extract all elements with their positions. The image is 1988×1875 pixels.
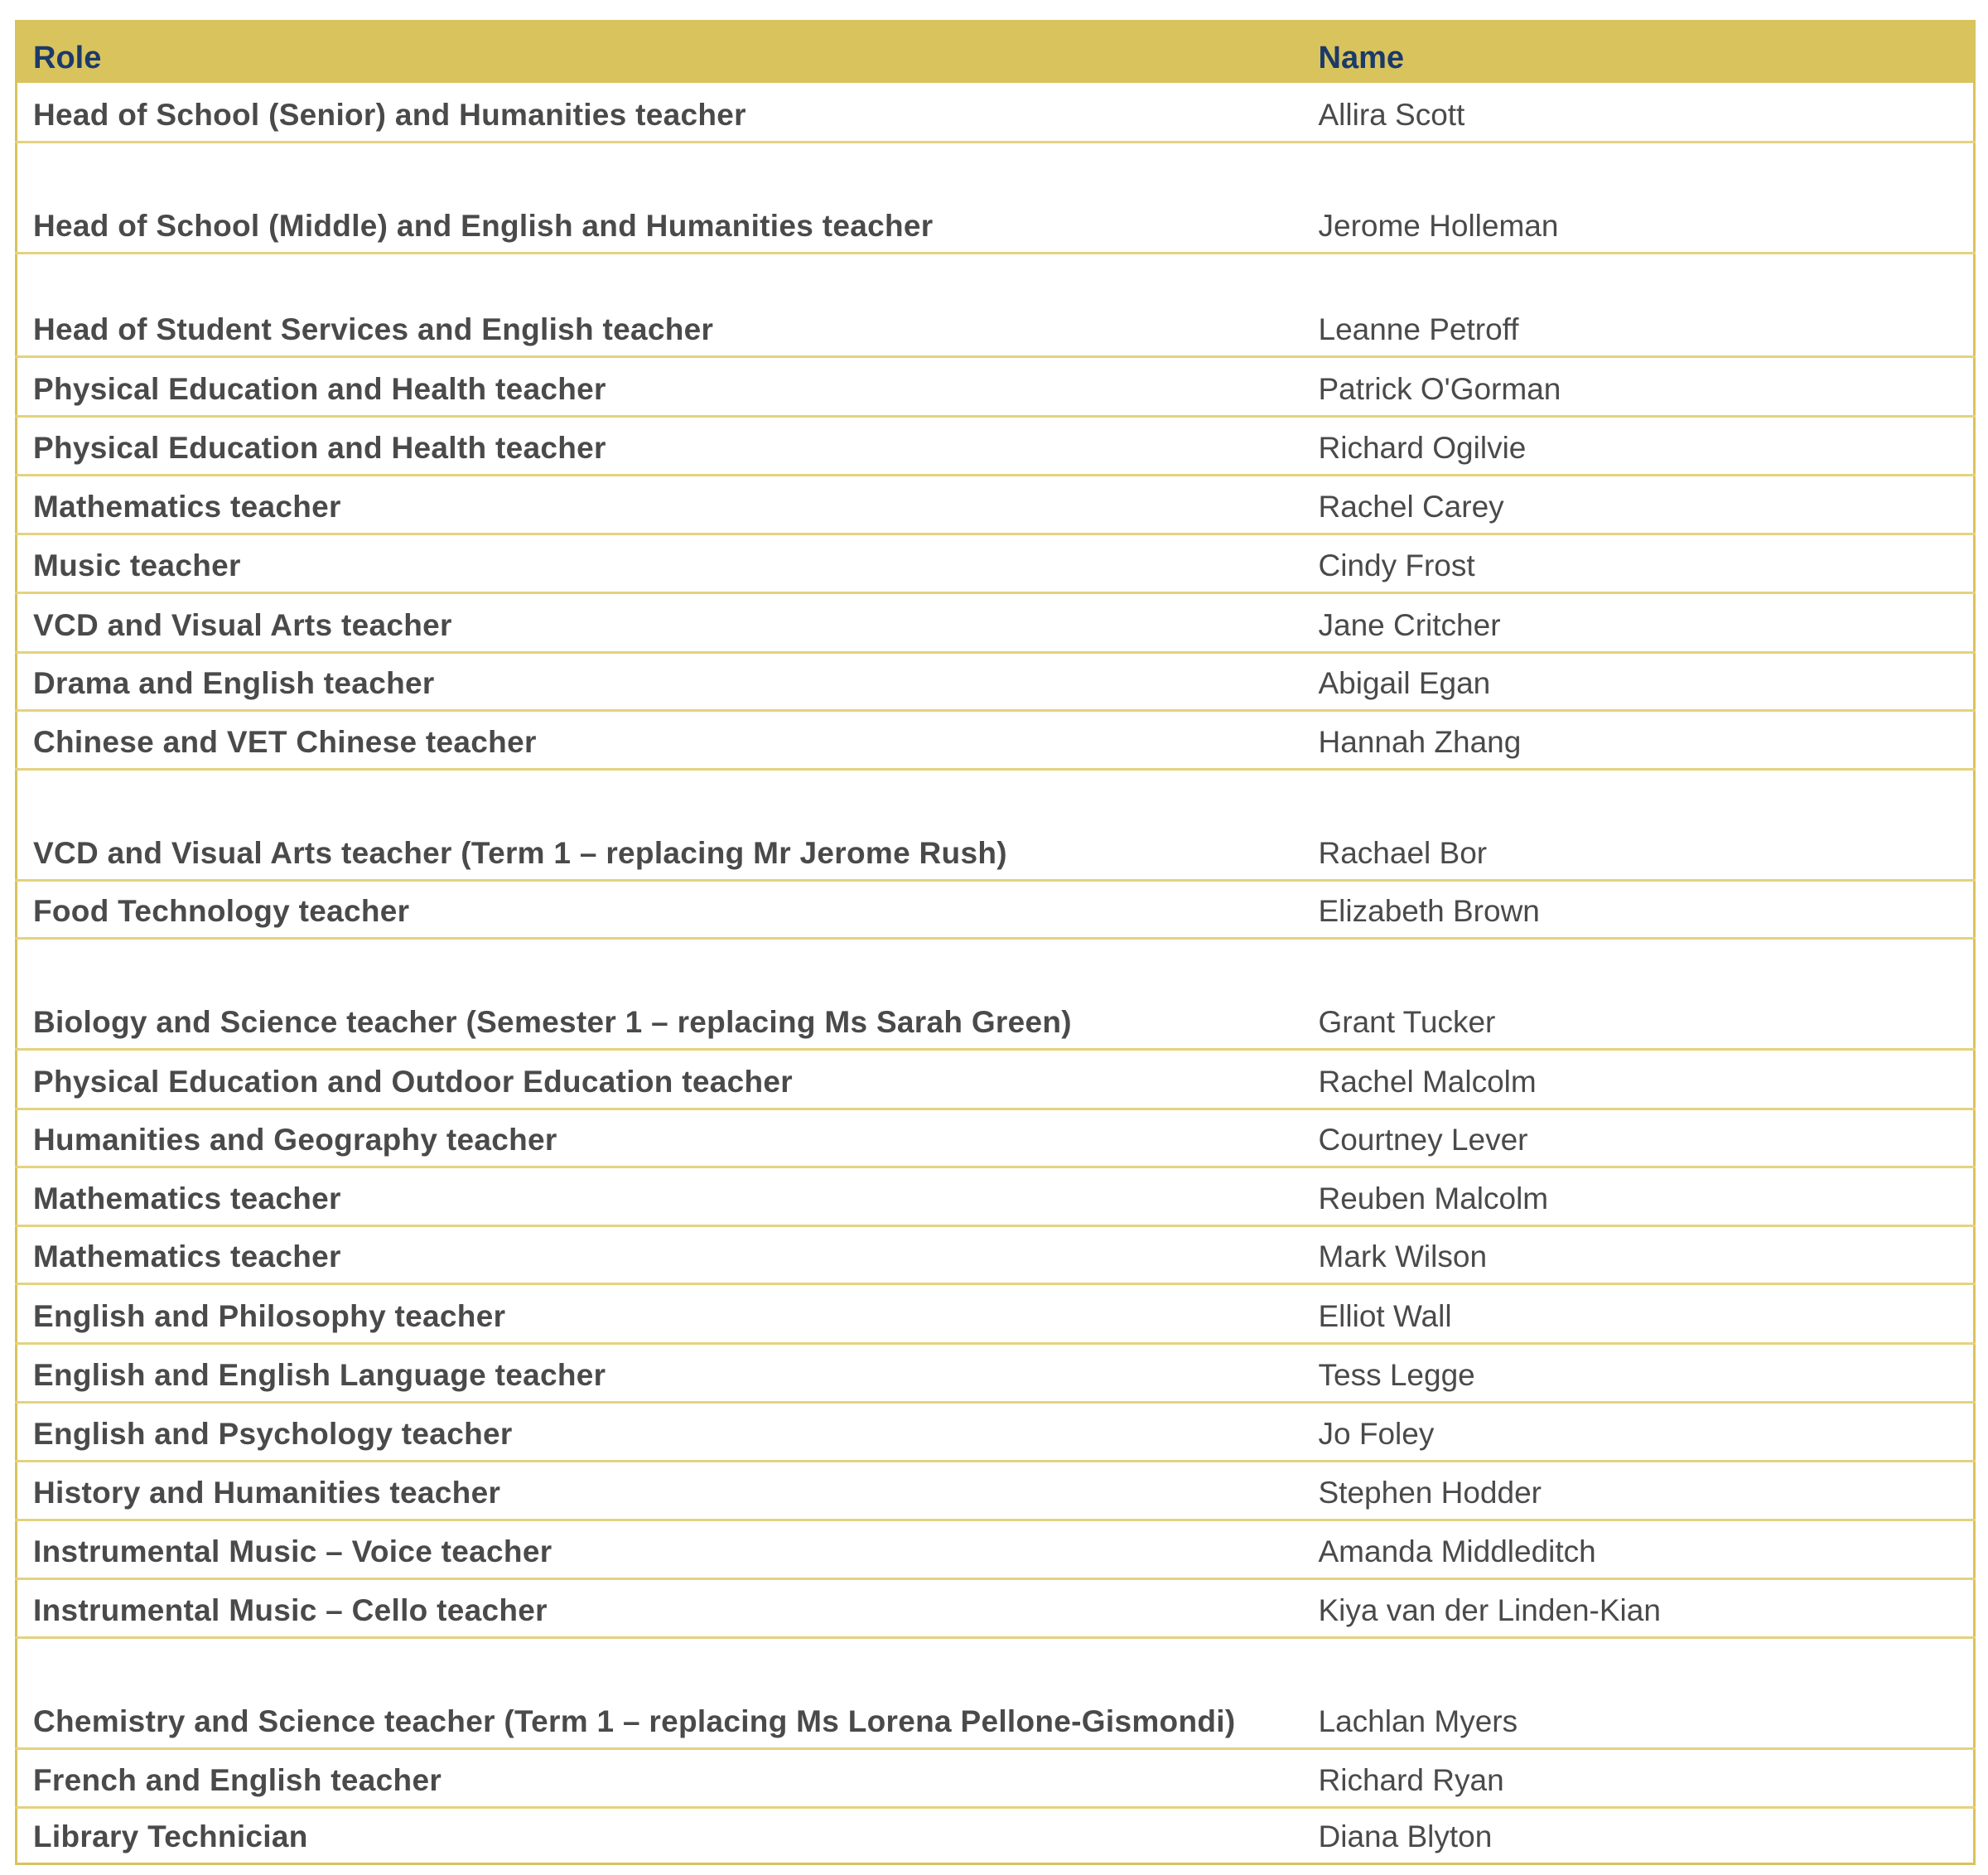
role-cell: Physical Education and Health teacher <box>17 417 1303 476</box>
role-cell: Chemistry and Science teacher (Term 1 – replacing Ms Lorena Pellone-Gismondi) <box>17 1638 1303 1749</box>
role-cell: VCD and Visual Arts teacher (Term 1 – replacing Mr Jerome Rush) <box>17 770 1303 881</box>
name-cell: Rachel Malcolm <box>1303 1050 1975 1109</box>
name-cell: Mark Wilson <box>1303 1226 1975 1284</box>
table-row <box>17 417 1975 476</box>
role-cell: Drama and English teacher <box>17 653 1303 711</box>
name-cell: Elizabeth Brown <box>1303 881 1975 939</box>
name-cell: Richard Ogilvie <box>1303 417 1975 476</box>
role-cell: Mathematics teacher <box>17 1167 1303 1226</box>
role-cell: English and Psychology teacher <box>17 1403 1303 1462</box>
role-cell: VCD and Visual Arts teacher <box>17 593 1303 653</box>
role-cell: Mathematics teacher <box>17 476 1303 534</box>
role-cell: Head of School (Senior) and Humanities teacher <box>17 83 1303 143</box>
table-row <box>17 83 1975 143</box>
table-row <box>17 1808 1975 1864</box>
name-cell: Richard Ryan <box>1303 1749 1975 1808</box>
table-row <box>17 1284 1975 1344</box>
name-cell: Reuben Malcolm <box>1303 1167 1975 1226</box>
name-cell: Courtney Lever <box>1303 1109 1975 1167</box>
name-cell: Hannah Zhang <box>1303 711 1975 770</box>
staff-table <box>15 20 1976 1865</box>
name-cell: Leanne Petroff <box>1303 254 1975 357</box>
table-row <box>17 939 1975 1050</box>
role-cell: Humanities and Geography teacher <box>17 1109 1303 1167</box>
table-header <box>17 22 1975 83</box>
table-row <box>17 1579 1975 1638</box>
table-row <box>17 1226 1975 1284</box>
role-cell: Head of Student Services and English teacher <box>17 254 1303 357</box>
name-cell: Kiya van der Linden-Kian <box>1303 1579 1975 1638</box>
name-cell: Jerome Holleman <box>1303 143 1975 254</box>
table-row <box>17 1520 1975 1579</box>
role-cell: Music teacher <box>17 534 1303 593</box>
header-row <box>17 22 1975 83</box>
table-row <box>17 254 1975 357</box>
table-row <box>17 593 1975 653</box>
role-cell: Chinese and VET Chinese teacher <box>17 711 1303 770</box>
table-row <box>17 881 1975 939</box>
table-row <box>17 476 1975 534</box>
name-cell: Amanda Middleditch <box>1303 1520 1975 1579</box>
role-cell: Biology and Science teacher (Semester 1 – replacing Ms Sarah Green) <box>17 939 1303 1050</box>
table-row <box>17 1462 1975 1520</box>
name-cell: Elliot Wall <box>1303 1284 1975 1344</box>
table-row <box>17 1344 1975 1403</box>
table-row <box>17 711 1975 770</box>
name-cell: Jane Critcher <box>1303 593 1975 653</box>
role-cell: Physical Education and Outdoor Education teacher <box>17 1050 1303 1109</box>
name-cell: Lachlan Myers <box>1303 1638 1975 1749</box>
name-cell: Patrick O'Gorman <box>1303 357 1975 417</box>
role-cell: Library Technician <box>33 1819 308 1853</box>
table-row <box>17 143 1975 254</box>
name-cell: Rachel Carey <box>1303 476 1975 534</box>
role-cell: English and Philosophy teacher <box>17 1284 1303 1344</box>
table-row <box>17 1109 1975 1167</box>
name-cell: Diana Blyton <box>1318 1819 1493 1853</box>
name-cell: Jo Foley <box>1303 1403 1975 1462</box>
name-cell: Tess Legge <box>1303 1344 1975 1403</box>
table-row <box>17 1050 1975 1109</box>
name-cell: Abigail Egan <box>1303 653 1975 711</box>
role-cell: Instrumental Music – Voice teacher <box>17 1520 1303 1579</box>
name-cell: Cindy Frost <box>1303 534 1975 593</box>
role-cell: Instrumental Music – Cello teacher <box>17 1579 1303 1638</box>
column-header-name: Name <box>1318 40 1404 75</box>
role-cell: French and English teacher <box>17 1749 1303 1808</box>
name-cell: Allira Scott <box>1303 83 1975 143</box>
role-cell: History and Humanities teacher <box>17 1462 1303 1520</box>
table-row <box>17 1403 1975 1462</box>
name-cell: Rachael Bor <box>1303 770 1975 881</box>
name-cell: Stephen Hodder <box>1303 1462 1975 1520</box>
table-row <box>17 1167 1975 1226</box>
role-cell: English and English Language teacher <box>17 1344 1303 1403</box>
table-row <box>17 357 1975 417</box>
table-row <box>17 1638 1975 1749</box>
table-row <box>17 653 1975 711</box>
column-header-role: Role <box>33 40 102 75</box>
role-cell: Physical Education and Health teacher <box>17 357 1303 417</box>
table-row <box>17 1749 1975 1808</box>
table-row <box>17 770 1975 881</box>
name-cell: Grant Tucker <box>1303 939 1975 1050</box>
role-cell: Food Technology teacher <box>17 881 1303 939</box>
table-row <box>17 534 1975 593</box>
table-body <box>17 83 1975 1864</box>
role-cell: Head of School (Middle) and English and Humanities teacher <box>17 143 1303 254</box>
role-cell: Mathematics teacher <box>17 1226 1303 1284</box>
